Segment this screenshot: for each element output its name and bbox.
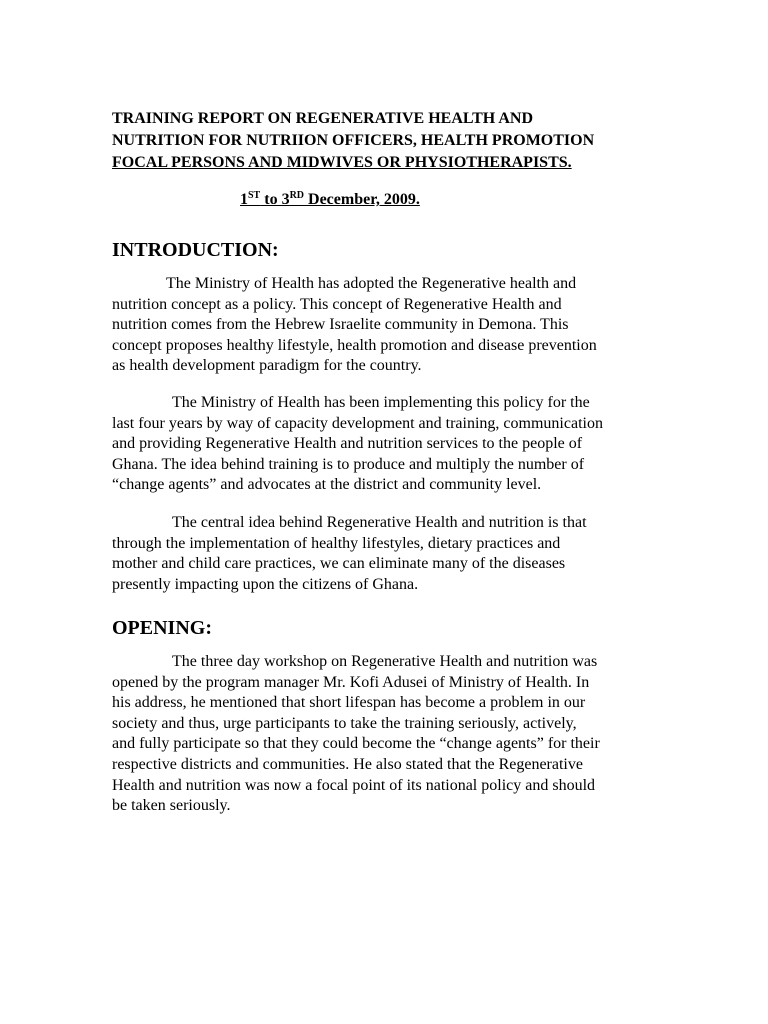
paragraph-line: his address, he mentioned that short lifespan has become a problem in our bbox=[112, 694, 586, 712]
title-line-1: TRAINING REPORT ON REGENERATIVE HEALTH AND bbox=[112, 110, 533, 127]
report-date bbox=[240, 189, 420, 211]
paragraph-line: be taken seriously. bbox=[112, 797, 231, 815]
paragraph-line: The Ministry of Health has adopted the Regenerative health and bbox=[166, 275, 577, 292]
paragraph-line: The central idea behind Regenerative Health and nutrition is that bbox=[172, 514, 587, 531]
date-middle: to 3 bbox=[260, 191, 290, 208]
report-title bbox=[112, 108, 672, 174]
date-suffix-end: RD bbox=[289, 190, 305, 201]
opening-heading: OPENING: bbox=[112, 617, 212, 639]
paragraph-line: and providing Regenerative Health and nutrition services to the people of bbox=[112, 435, 583, 453]
paragraph-line: The Ministry of Health has been implementing this policy for the bbox=[172, 394, 590, 411]
paragraph-line: concept proposes healthy lifestyle, health promotion and disease prevention bbox=[112, 336, 597, 354]
introduction-heading: INTRODUCTION: bbox=[112, 239, 279, 261]
paragraph-line: “change agents” and advocates at the district and community level. bbox=[112, 476, 542, 494]
opening-paragraph-1 bbox=[112, 652, 672, 817]
paragraph-line: The three day workshop on Regenerative Health and nutrition was bbox=[172, 653, 598, 670]
title-line-2: NUTRITION FOR NUTRIION OFFICERS, HEALTH PROMOTION bbox=[112, 132, 595, 149]
paragraph-line: Ghana. The idea behind training is to produce and multiply the number of bbox=[112, 455, 585, 473]
paragraph-line: opened by the program manager Mr. Kofi Adusei of Ministry of Health. In bbox=[112, 673, 590, 691]
paragraph-line: last four years by way of capacity development and training, communication bbox=[112, 414, 603, 432]
introduction-paragraph-1 bbox=[112, 274, 672, 377]
date-suffix-start: ST bbox=[248, 190, 261, 201]
paragraph-line: respective districts and communities. He also stated that the Regenerative bbox=[112, 755, 583, 773]
paragraph-line: Health and nutrition was now a focal point of its national policy and should bbox=[112, 776, 596, 794]
introduction-paragraph-3 bbox=[112, 513, 672, 595]
date-day-start: 1 bbox=[240, 191, 248, 208]
title-line-3: FOCAL PERSONS AND MIDWIVES OR PHYSIOTHERAPISTS. bbox=[112, 154, 572, 171]
paragraph-line: as health development paradigm for the country. bbox=[112, 357, 422, 375]
paragraph-line: nutrition concept as a policy. This concept of Regenerative Health and bbox=[112, 295, 562, 313]
paragraph-line: mother and child care practices, we can eliminate many of the diseases bbox=[112, 555, 566, 573]
paragraph-line: society and thus, urge participants to take the training seriously, actively, bbox=[112, 714, 577, 732]
paragraph-line: nutrition comes from the Hebrew Israelite community in Demona. This bbox=[112, 316, 569, 334]
introduction-paragraph-2 bbox=[112, 393, 672, 496]
paragraph-line: through the implementation of healthy lifestyles, dietary practices and bbox=[112, 534, 561, 552]
date-month-year: December, 2009. bbox=[304, 191, 420, 208]
paragraph-line: and fully participate so that they could become the “change agents” for their bbox=[112, 735, 600, 753]
paragraph-line: presently impacting upon the citizens of Ghana. bbox=[112, 575, 419, 593]
